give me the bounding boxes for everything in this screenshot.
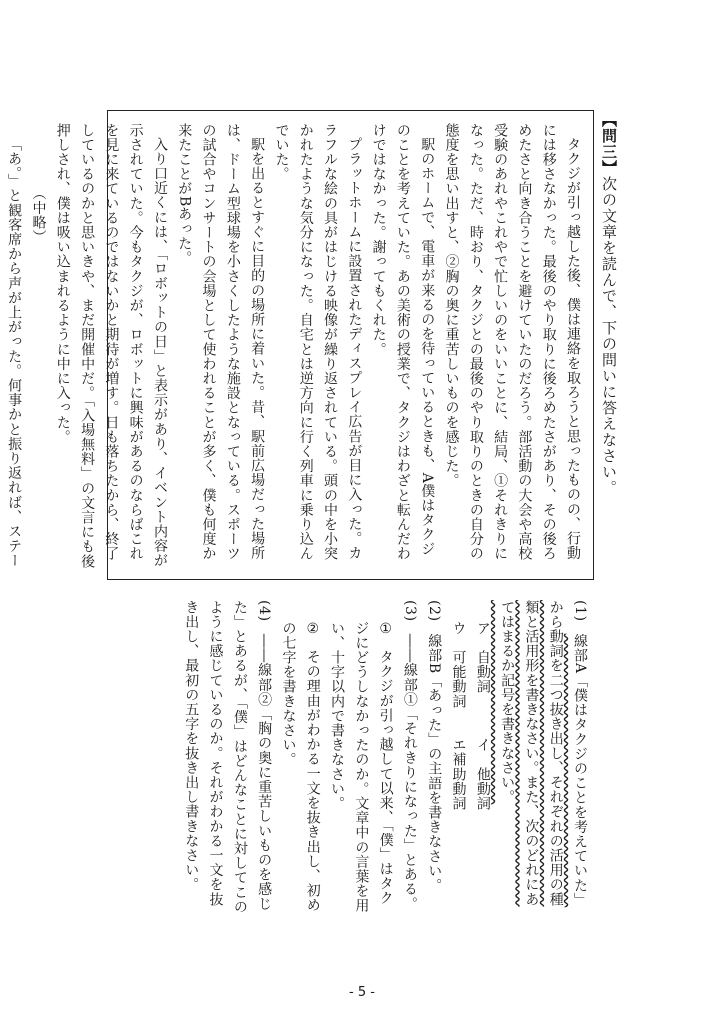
question-text: ――線部②「胸の奥に重苦しいものを感じた」とあるが、「僕」はどんなことに対してこのように感じているのか。それがわかる一文を抜き出し、最初の五字を抜き出し書きなさい。 <box>183 600 273 915</box>
sub-question-item <box>325 600 398 920</box>
question-choice: ウ 可能動詞 エ補助動詞 <box>450 621 467 811</box>
question-text: ――線部①「それきりになった」とある。 <box>401 633 418 912</box>
passage-paragraph: 「あ。」と観客席から声が上がった。何事かと振り返れば、ステー <box>6 137 23 568</box>
question-instruction: 次の文章を読んで、下の問いに答えなさい。 <box>600 176 618 496</box>
question-number: (3) <box>401 600 418 622</box>
sub-question-item <box>276 600 325 920</box>
sub-question-text: その理由がわかる一文を抜き出し、初めの七字を書きなさい。 <box>280 621 321 913</box>
questions-section <box>112 600 592 920</box>
passage-paragraph: 駅を出るとすぐに目的の場所に着いた。昔、駅前広場だった場所は、ドーム型球場を小さくしたような施設となっている。スポーツの試合やコンサートの会場として使われることが多く、僕も何度か来たことがBあった。 <box>176 123 266 561</box>
passage-ellipsis-note: （中略） <box>30 186 47 245</box>
question-item <box>398 600 422 920</box>
sub-question-number: ① <box>377 621 394 638</box>
question-heading <box>598 112 620 632</box>
question-number: (4) <box>256 600 273 622</box>
question-item <box>422 600 446 920</box>
question-text: 線部B「あった」の主語を書きなさい。 <box>426 633 443 893</box>
question-item <box>179 600 276 920</box>
sub-question-number: ② <box>304 621 321 638</box>
reading-passage <box>6 123 585 569</box>
question-number: (2) <box>426 600 443 622</box>
question-text: 線部A「僕はタクジのことを考えていた」から動詞を二つ抜き出し、それぞれの活用の種類と活用形を書きなさい。また、次のどれにあてはまるか記号を書きなさい。 <box>499 600 588 908</box>
passage-paragraph: 駅のホームで、電車が来るのを待っているときも、A僕はタクジのことを考えていた。あの美術の授業で、タクジはわざと転んだわけではなかった。謝ってもくれた。 <box>370 123 436 561</box>
question-item <box>495 600 592 920</box>
sub-question-text: タクジが引っ越して以来、「僕」はタクジにどうしなかったのか。文章中の言葉を用い、十字以内で書きなさい。 <box>329 621 394 913</box>
question-label: 【問三】 <box>600 112 618 176</box>
passage-paragraph: プラットホームに設置されたディスプレイ広告が目に入った。カラフルな絵の具がはじける映像が繰り返されている。頭の中を小突かれたような気分になった。自宅とは逆方向に行く列車に乗り込んでいた。 <box>273 123 363 561</box>
question-choice: ア 自動詞 イ 他動詞 <box>474 621 491 811</box>
passage-box <box>6 110 594 580</box>
passage-paragraph: タクジが引っ越した後、僕は連絡を取ろうと思ったものの、行動には移さなかった。最後のやり取りに後ろめたさがあり、その後ろめたさと向き合うことを避けていたのだろう。部活動の大会や高校受験のあれやこれやで忙しいのをいいことに、結局、①それきりになった。ただ、時おり、タクジとの最後のやり取りのときの自分の態度を思い出すと、②胸の奥に重苦しいものを感じた。 <box>443 123 581 561</box>
page-number: - 5 - <box>349 985 375 1000</box>
passage-paragraph: 入り口近くには、「ロボットの日」と表示があり、イベント内容が示されていた。今もタクジが、ロボットに興味があるのならばこれを見に来ているのではないかと期待が増す。日も落ちたから、終了しているのかと思いきや、まだ開催中だ。「入場無料」の文言にも後押しされ、僕は吸い込まれるように中に入った。 <box>54 123 168 569</box>
question-number: (1) <box>572 600 588 622</box>
